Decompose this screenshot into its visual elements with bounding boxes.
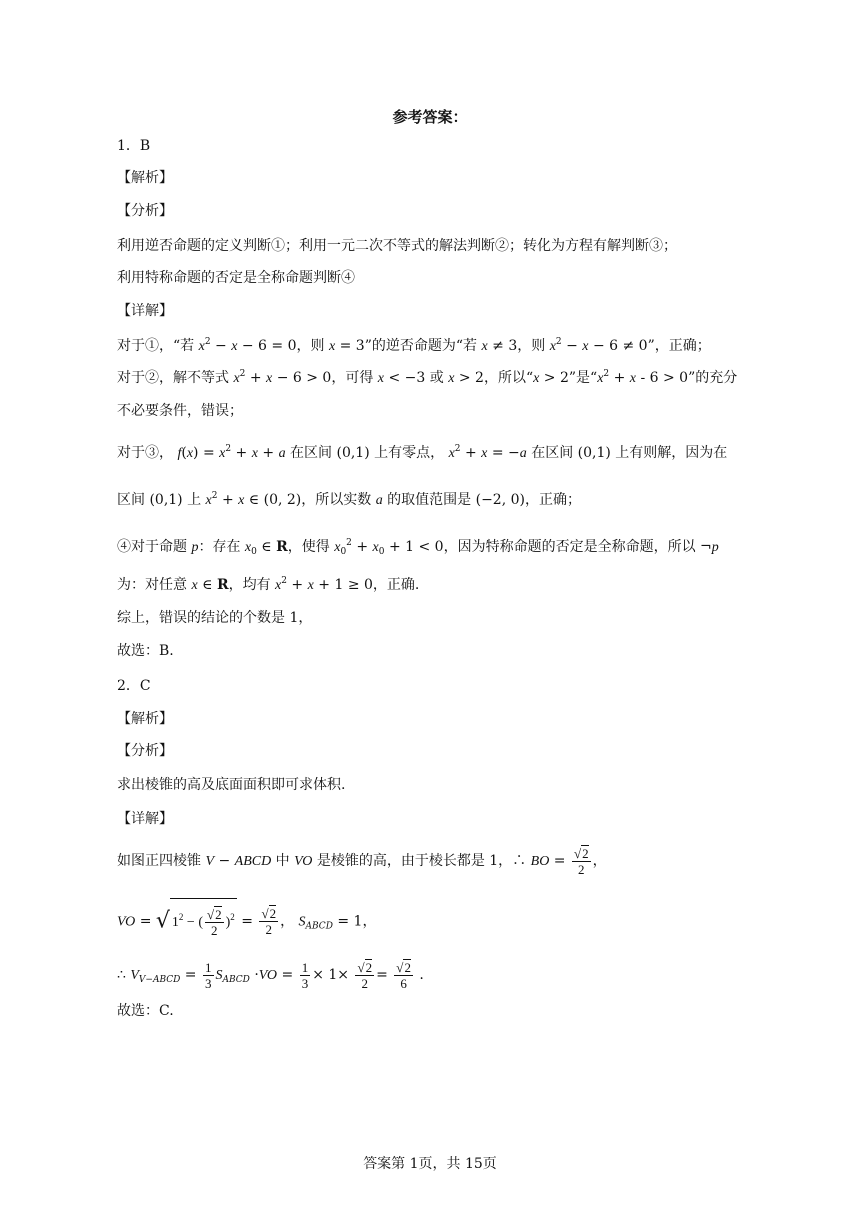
q1-detail-item-4a: ④对于命题 p：存在 $x_0$ ∈ R，使得 $x_0^2 + x_0 + 1 < 0$，因为特称命题的否定是全称命题，所以 ¬p (117, 538, 719, 557)
q1-detail-item-3b: 区间 (0,1) 上 $x^2 + x$ ∈ (0, 2)，所以实数 a 的取值范围是 (−2, 0)，正确； (117, 491, 581, 508)
q1-detail-tag: 【详解】 (117, 303, 173, 319)
page-title: 参考答案： (392, 108, 468, 126)
q2-choose: 故选：C. (117, 1003, 174, 1019)
q1-fenxi-tag: 【分析】 (117, 203, 173, 219)
q1-fenxi-line-1: 利用逆否命题的定义判断①；利用一元二次不等式的解法判断②；转化为方程有解判断③； (117, 238, 677, 254)
q1-answer: 1．B (117, 138, 151, 154)
q1-detail-item-2a: 对于②，解不等式 $x^2 + x - 6 > 0$，可得 x < −3 或 x > 2，所以“x > 2”是“$x^2 + x - 6 > 0$”的充分 (117, 369, 738, 386)
q2-answer: 2．C (117, 678, 151, 694)
q1-fenxi-line-2: 利用特称命题的否定是全称命题判断④ (117, 270, 355, 286)
q1-analysis-tag: 【解析】 (117, 170, 173, 186)
q1-detail-item-2b: 不必要条件，错误； (117, 403, 243, 419)
q1-detail-item-4b: 为：对任意 x ∈ R，均有 $x^2 + x + 1 \ge 0$，正确. (117, 576, 420, 593)
q2-detail-line-2: VO = √ $1^2$ − ( $\frac{√2}{2}$ )$^2$ = $\frac{√2}{2}$ ， $S_{ABCD} = 1$， (117, 898, 376, 945)
q1-detail-item-3a: 对于③， $f(x) = x^2 + x + a$ 在区间 (0,1) 上有零点， $x^2 + x = -a$ 在区间 (0,1) 上有则解，因为在 (117, 444, 728, 461)
q2-analysis-tag: 【解析】 (117, 711, 173, 727)
q1-summary: 综上，错误的结论的个数是 1， (117, 610, 313, 626)
q2-detail-line-3: ∴ $V_{V-ABCD}$ = $\frac{1}{3}$ $S_{ABCD} \cdot VO$ = $\frac{1}{3}$ × 1× $\frac{√2}{2}$ = $\frac{√2}{6}$ . (117, 959, 424, 991)
q2-detail-tag: 【详解】 (117, 811, 173, 827)
q2-fenxi-line-1: 求出棱锥的高及底面面积即可求体积. (117, 777, 346, 793)
page-footer: 答案第 1页，共 15页 (363, 1156, 497, 1172)
q1-detail-item-1: 对于①，“若 $x^2 - x - 6 = 0$，则 x = 3”的逆否命题为“若 x ≠ 3，则 $x^2 - x - 6 \ne 0$”，正确； (117, 337, 711, 354)
q2-detail-line-1: 如图正四棱锥 V − ABCD 中 VO 是棱锥的高，由于棱长都是 1，∴ BO = $\frac{√2}{2}$ ， (117, 845, 607, 877)
q1-choose: 故选：B. (117, 643, 174, 659)
q2-fenxi-tag: 【分析】 (117, 743, 173, 759)
